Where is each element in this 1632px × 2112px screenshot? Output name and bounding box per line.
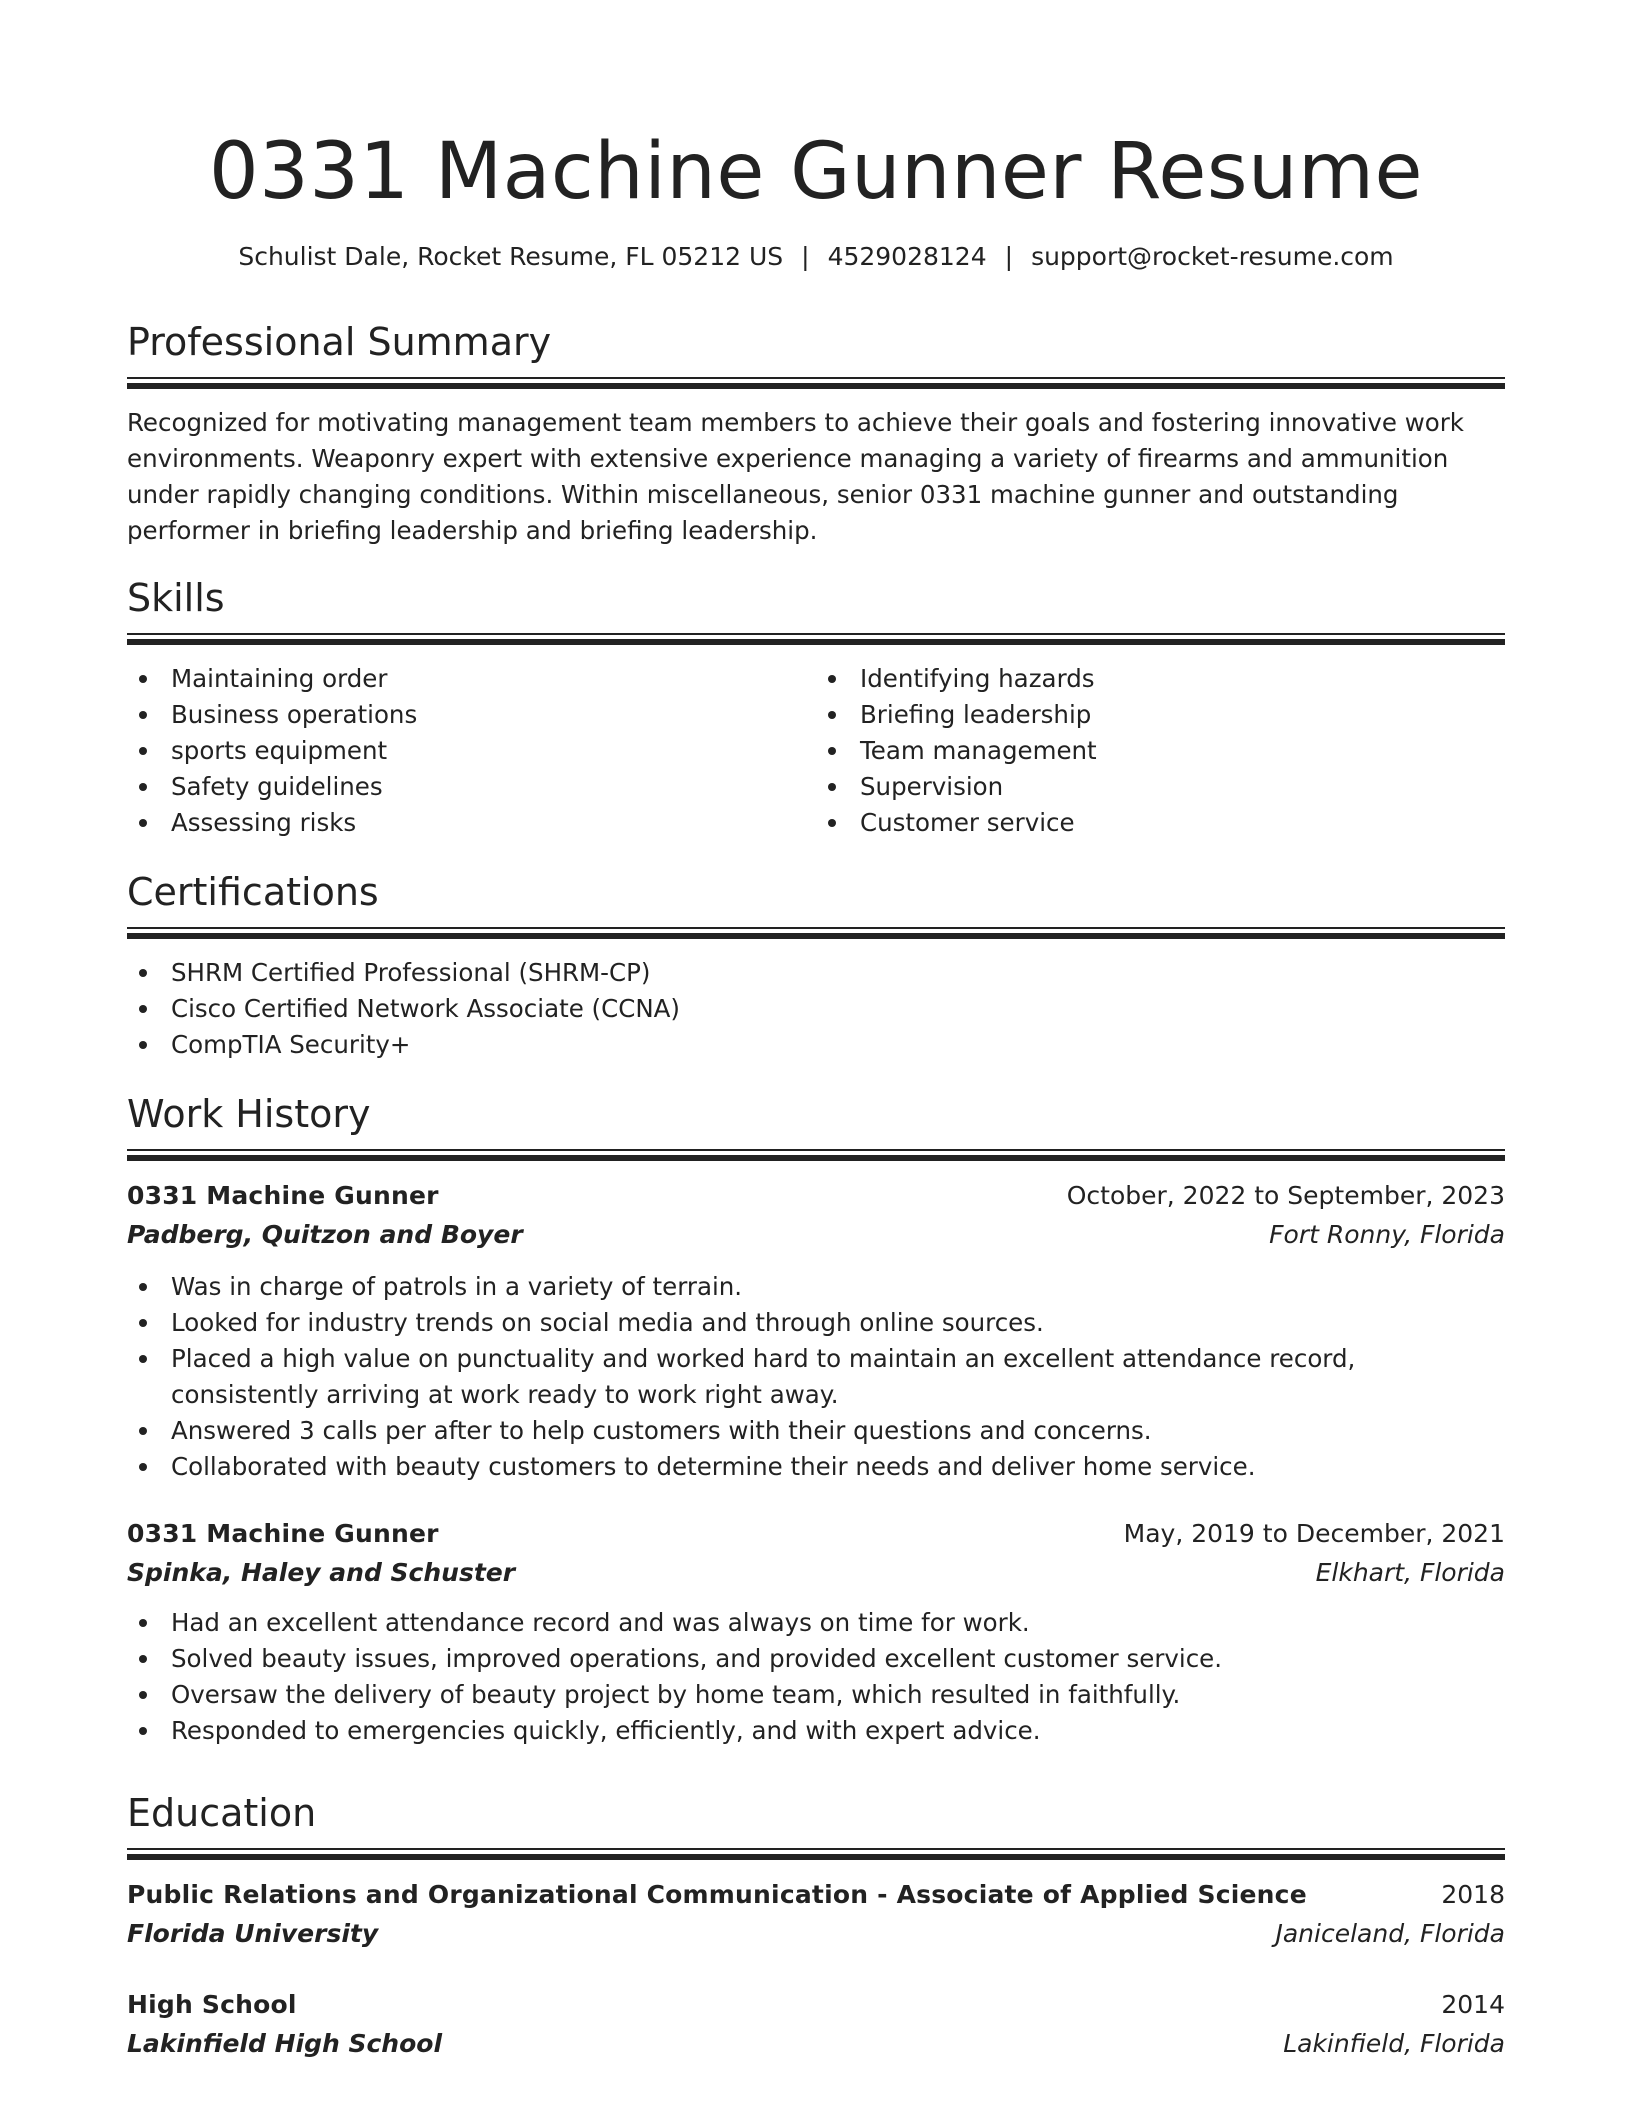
list-item [127,1341,1505,1413]
summary-section [127,317,1505,549]
contact-address: Schulist Dale, Rocket Resume, FL 05212 US [238,242,784,271]
section-divider [127,927,1505,939]
education-header [127,1876,1505,1914]
job-bullet-text: Placed a high value on punctuality and worked hard to maintain an excellent attendance record, consistently arriving at work ready to work right away. [171,1344,1356,1409]
skill-label: Team management [860,736,1097,765]
contact-separator: | [1004,242,1014,271]
bullet-dot [139,1319,147,1327]
bullet-dot [139,675,147,683]
education-entry [127,1986,1505,2064]
certifications-list [127,955,1505,1063]
bullet-dot [139,1655,147,1663]
certifications-section [127,867,1505,1063]
education-year: 2014 [1441,1990,1505,2019]
bullet-dot [828,747,836,755]
skills-grid [127,661,1505,841]
job-entry [127,1515,1505,1749]
job-entry [127,1177,1505,1485]
list-item [816,733,1505,769]
education-degree: High School [127,1990,297,2019]
summary-heading: Professional Summary [127,320,552,364]
skills-list-left [127,661,816,841]
work-history-section [127,1089,1505,1749]
skill-label: Safety guidelines [171,772,383,801]
bullet-dot [139,819,147,827]
skills-section [127,573,1505,841]
section-divider [127,633,1505,645]
skill-label: Supervision [860,772,1004,801]
bullet-dot [139,969,147,977]
skill-label: Maintaining order [171,664,388,693]
certifications-heading: Certifications [127,870,379,914]
list-item [127,805,816,841]
education-degree: Public Relations and Organizational Communication - Associate of Applied Science [127,1880,1307,1909]
education-entry [127,1876,1505,1954]
contact-line [127,240,1505,274]
list-item [127,1305,1505,1341]
list-item [127,1027,1505,1063]
bullet-dot [828,675,836,683]
list-item [127,1641,1505,1677]
education-school: Lakinfield High School [127,2029,443,2058]
bullet-dot [139,711,147,719]
summary-text: Recognized for motivating management team members to achieve their goals and fostering innovative work environments. Weaponry expert with extensive experience managing a variety of firearms and ammunition under rapidly changing conditions. Within miscellaneous, senior 0331 machine gunner and outstanding performer in briefing leadership and briefing leadership. [127,408,1464,545]
education-location: Lakinfield, Florida [1283,2029,1505,2058]
skill-label: Customer service [860,808,1075,837]
contact-phone: 4529028124 [827,242,987,271]
list-item [127,955,1505,991]
job-subheader [127,1553,1505,1593]
list-item [816,697,1505,733]
skill-label: Business operations [171,700,418,729]
list-item [127,733,816,769]
job-header [127,1177,1505,1215]
section-divider [127,1848,1505,1860]
bullet-dot [139,1619,147,1627]
job-title: 0331 Machine Gunner [127,1519,439,1548]
education-subheader [127,2024,1505,2064]
skills-list-right [816,661,1505,841]
job-header [127,1515,1505,1553]
list-item [816,769,1505,805]
list-item [127,1269,1505,1305]
resume-title: 0331 Machine Gunner Resume [209,127,1423,217]
certification-label: SHRM Certified Professional (SHRM-CP) [171,958,651,987]
job-bullet-text: Had an excellent attendance record and was always on time for work. [171,1608,1030,1637]
job-bullet-text: Was in charge of patrols in a variety of terrain. [171,1272,743,1301]
bullet-dot [139,1041,147,1049]
bullet-dot [139,1005,147,1013]
contact-email: support@rocket-resume.com [1031,242,1394,271]
job-dates: May, 2019 to December, 2021 [1123,1519,1505,1548]
job-location: Fort Ronny, Florida [1269,1220,1505,1249]
skill-label: sports equipment [171,736,388,765]
education-school: Florida University [127,1919,379,1948]
skill-label: Assessing risks [171,808,357,837]
section-divider [127,1149,1505,1161]
work-history-heading: Work History [127,1092,371,1136]
contact-separator: | [801,242,810,271]
list-item [127,769,816,805]
job-employer: Spinka, Haley and Schuster [127,1558,516,1587]
job-bullet-text: Collaborated with beauty customers to determine their needs and deliver home service. [171,1452,1256,1481]
list-item [127,661,816,697]
list-item [127,1605,1505,1641]
bullet-dot [139,1691,147,1699]
education-section [127,1788,1505,2064]
bullet-dot [139,747,147,755]
certification-label: CompTIA Security+ [171,1030,411,1059]
job-bullets [127,1269,1505,1485]
education-location: Janiceland, Florida [1275,1919,1505,1948]
education-subheader [127,1914,1505,1954]
list-item [127,1449,1505,1485]
job-dates: October, 2022 to September, 2023 [1066,1181,1505,1210]
bullet-dot [828,711,836,719]
job-location: Elkhart, Florida [1315,1558,1505,1587]
bullet-dot [139,1727,147,1735]
certification-label: Cisco Certified Network Associate (CCNA) [171,994,680,1023]
bullet-dot [139,1355,147,1363]
job-title: 0331 Machine Gunner [127,1181,439,1210]
bullet-dot [139,1427,147,1435]
bullet-dot [828,819,836,827]
job-bullets [127,1605,1505,1749]
section-divider [127,377,1505,389]
job-subheader [127,1215,1505,1255]
bullet-dot [139,783,147,791]
list-item [816,661,1505,697]
education-year: 2018 [1441,1880,1505,1909]
job-bullet-text: Answered 3 calls per after to help customers with their questions and concerns. [171,1416,1152,1445]
list-item [127,1713,1505,1749]
job-bullet-text: Looked for industry trends on social media and through online sources. [171,1308,1044,1337]
bullet-dot [828,783,836,791]
skills-heading: Skills [127,576,225,620]
list-item [127,1677,1505,1713]
education-heading: Education [127,1791,317,1835]
list-item [127,697,816,733]
education-header [127,1986,1505,2024]
list-item [127,1413,1505,1449]
bullet-dot [139,1463,147,1471]
job-employer: Padberg, Quitzon and Boyer [127,1220,523,1249]
skill-label: Briefing leadership [860,700,1092,729]
job-bullet-text: Solved beauty issues, improved operations, and provided excellent customer service. [171,1644,1223,1673]
bullet-dot [139,1283,147,1291]
skill-label: Identifying hazards [860,664,1095,693]
list-item [127,991,1505,1027]
job-bullet-text: Responded to emergencies quickly, efficiently, and with expert advice. [171,1716,1041,1745]
list-item [816,805,1505,841]
job-bullet-text: Oversaw the delivery of beauty project by home team, which resulted in faithfully. [171,1680,1181,1709]
